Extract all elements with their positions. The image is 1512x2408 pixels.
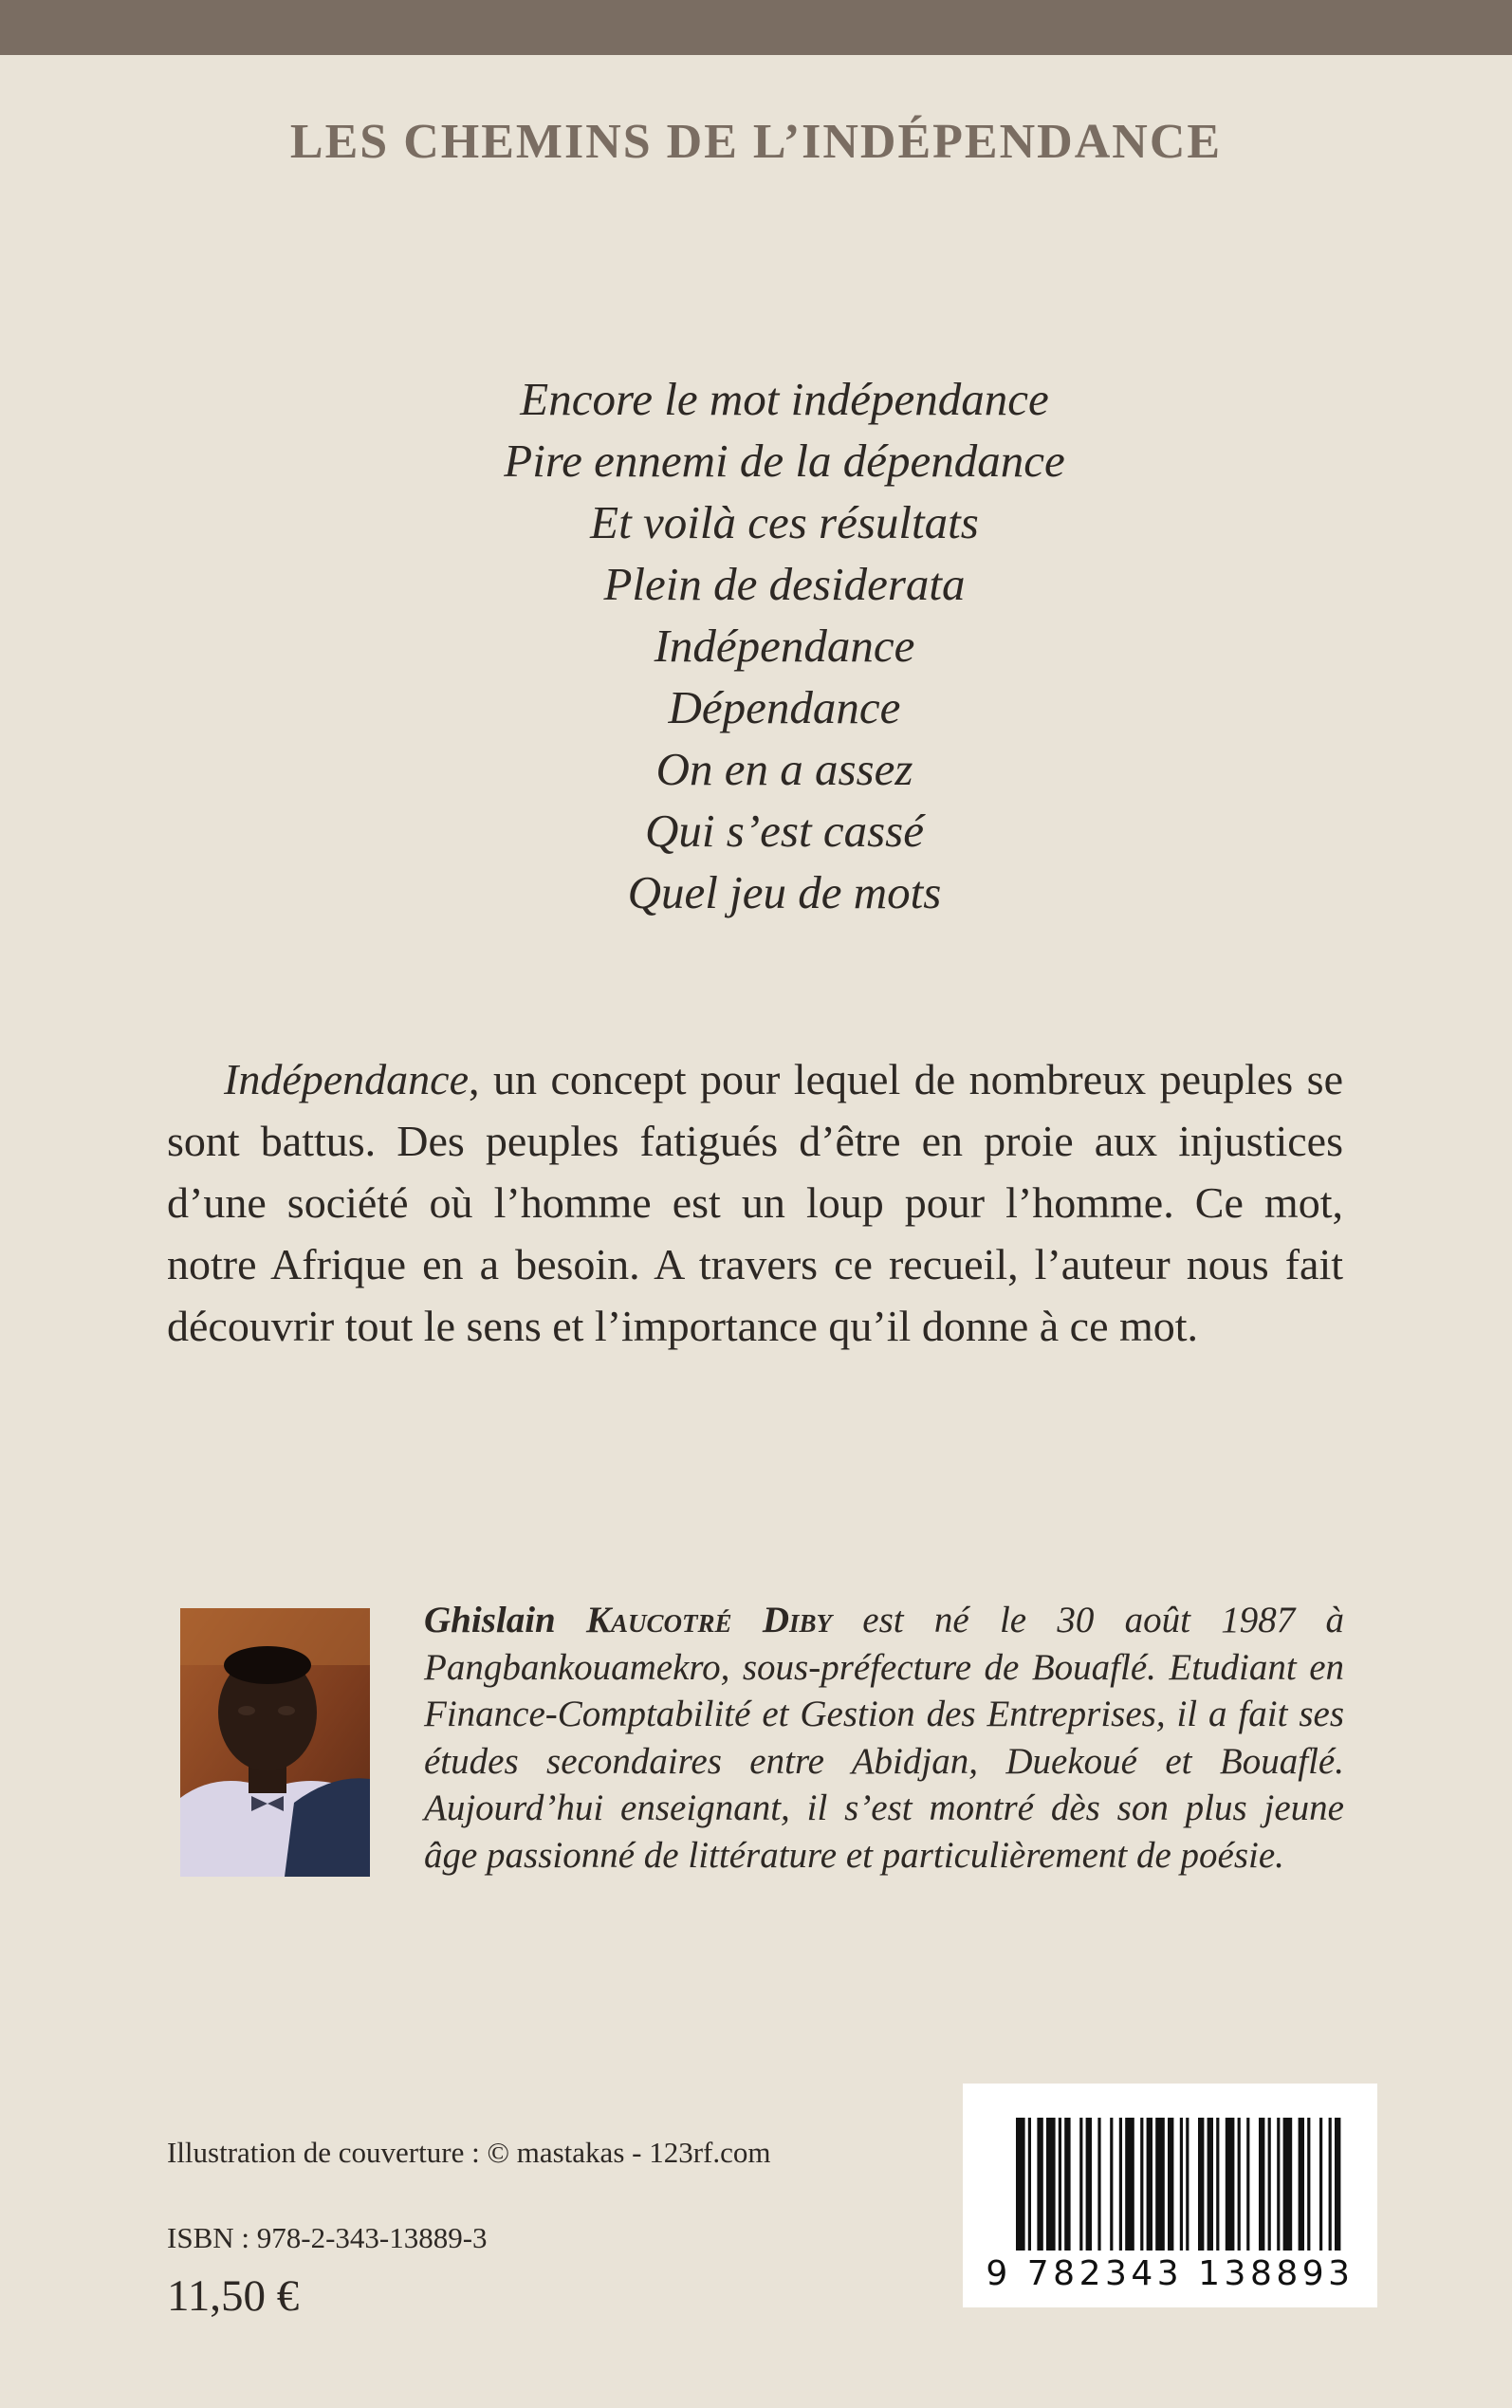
- barcode-bar: [1147, 2118, 1152, 2251]
- barcode-bar: [1198, 2118, 1204, 2251]
- price-text: 11,50 €: [167, 2271, 300, 2321]
- poem-line: Et voilà ces résultats: [590, 496, 979, 548]
- barcode-bar: [1335, 2118, 1340, 2251]
- barcode-bar: [1283, 2118, 1293, 2251]
- poem-line: Indépendance: [654, 620, 915, 672]
- barcode-bar: [1097, 2118, 1100, 2251]
- illustration-credit: Illustration de couverture : © mastakas - 123rf.com: [167, 2136, 771, 2169]
- blurb-lead-word: Indépendance: [224, 1055, 469, 1103]
- barcode-bar: [1155, 2118, 1165, 2251]
- barcode-bar: [1299, 2118, 1304, 2251]
- barcode-digits: 9 782343 138893: [986, 2254, 1355, 2293]
- barcode-bar: [1180, 2118, 1183, 2251]
- barcode-bar: [1268, 2118, 1271, 2251]
- barcode-bar: [1246, 2118, 1249, 2251]
- barcode-bar: [1216, 2118, 1219, 2251]
- barcode-bar: [1140, 2118, 1143, 2251]
- barcode-bar: [1046, 2118, 1056, 2251]
- barcode: [963, 2084, 1377, 2307]
- author-photo: [180, 1608, 370, 1877]
- barcode-bar: [1238, 2118, 1241, 2251]
- poem-line: Encore le mot indépendance: [520, 373, 1049, 425]
- author-bio-text: est né le 30 août 1987 à Pangbankouamekro, sous-préfecture de Bouaflé. Etudiant en Finance-Comptabilité et Gestion des Entreprises, il a fait ses études secondaires entre Abidjan, Duekoué et Bouaflé. Aujourd’hui enseignant, il s’est montré dès son plus jeune âge passionné de littérature et particulièrement de poésie.: [424, 1600, 1344, 1876]
- blurb-paragraph: [167, 1048, 1343, 1357]
- poem-line: Qui s’est cassé: [645, 805, 924, 857]
- barcode-bar: [1086, 2118, 1092, 2251]
- blurb-text: , un concept pour lequel de nombreux peuples se sont battus. Des peuples fatigués d’être en proie aux injustices d’une société où l’homme est un loup pour l’homme. Ce mot, notre Afrique en a besoin. A travers ce recueil, l’auteur nous fait découvrir tout le sens et l’importance qu’il donne à ce mot.: [167, 1055, 1343, 1350]
- isbn-text: ISBN : 978-2-343-13889-3: [167, 2221, 488, 2254]
- author-last-name: Kaucotré Diby: [586, 1600, 832, 1640]
- barcode-bar: [1110, 2118, 1113, 2251]
- barcode-bar: [1208, 2118, 1213, 2251]
- author-first-name: Ghislain: [424, 1600, 556, 1640]
- poem-line: Dépendance: [668, 681, 901, 733]
- poem-line: On en a assez: [655, 743, 913, 795]
- barcode-bar: [1329, 2118, 1332, 2251]
- barcode-bar: [1064, 2118, 1070, 2251]
- poem-line: Pire ennemi de la dépendance: [504, 435, 1065, 487]
- barcode-bar: [1259, 2118, 1264, 2251]
- barcode-bar: [1226, 2118, 1235, 2251]
- barcode-bar: [1079, 2118, 1082, 2251]
- poem-line: Quel jeu de mots: [627, 866, 942, 918]
- barcode-bars: [963, 2084, 1377, 2254]
- barcode-bar: [1016, 2118, 1025, 2251]
- barcode-bar: [1319, 2118, 1322, 2251]
- barcode-bar: [1186, 2118, 1189, 2251]
- book-title: LES CHEMINS DE L’INDÉPENDANCE: [289, 115, 1223, 169]
- barcode-bar: [1307, 2118, 1310, 2251]
- barcode-bar: [1168, 2118, 1173, 2251]
- poem-excerpt: [0, 368, 1512, 923]
- author-bio: [424, 1597, 1344, 1879]
- poem-line: Plein de desiderata: [603, 558, 966, 610]
- author-portrait-image: [180, 1608, 370, 1877]
- barcode-bar: [1028, 2118, 1031, 2251]
- top-color-band: [0, 0, 1512, 55]
- barcode-bar: [1277, 2118, 1280, 2251]
- book-blurb: [167, 1048, 1343, 1357]
- barcode-bar: [1125, 2118, 1134, 2251]
- barcode-bar: [1037, 2118, 1042, 2251]
- barcode-bar: [1059, 2118, 1061, 2251]
- barcode-bar: [1119, 2118, 1122, 2251]
